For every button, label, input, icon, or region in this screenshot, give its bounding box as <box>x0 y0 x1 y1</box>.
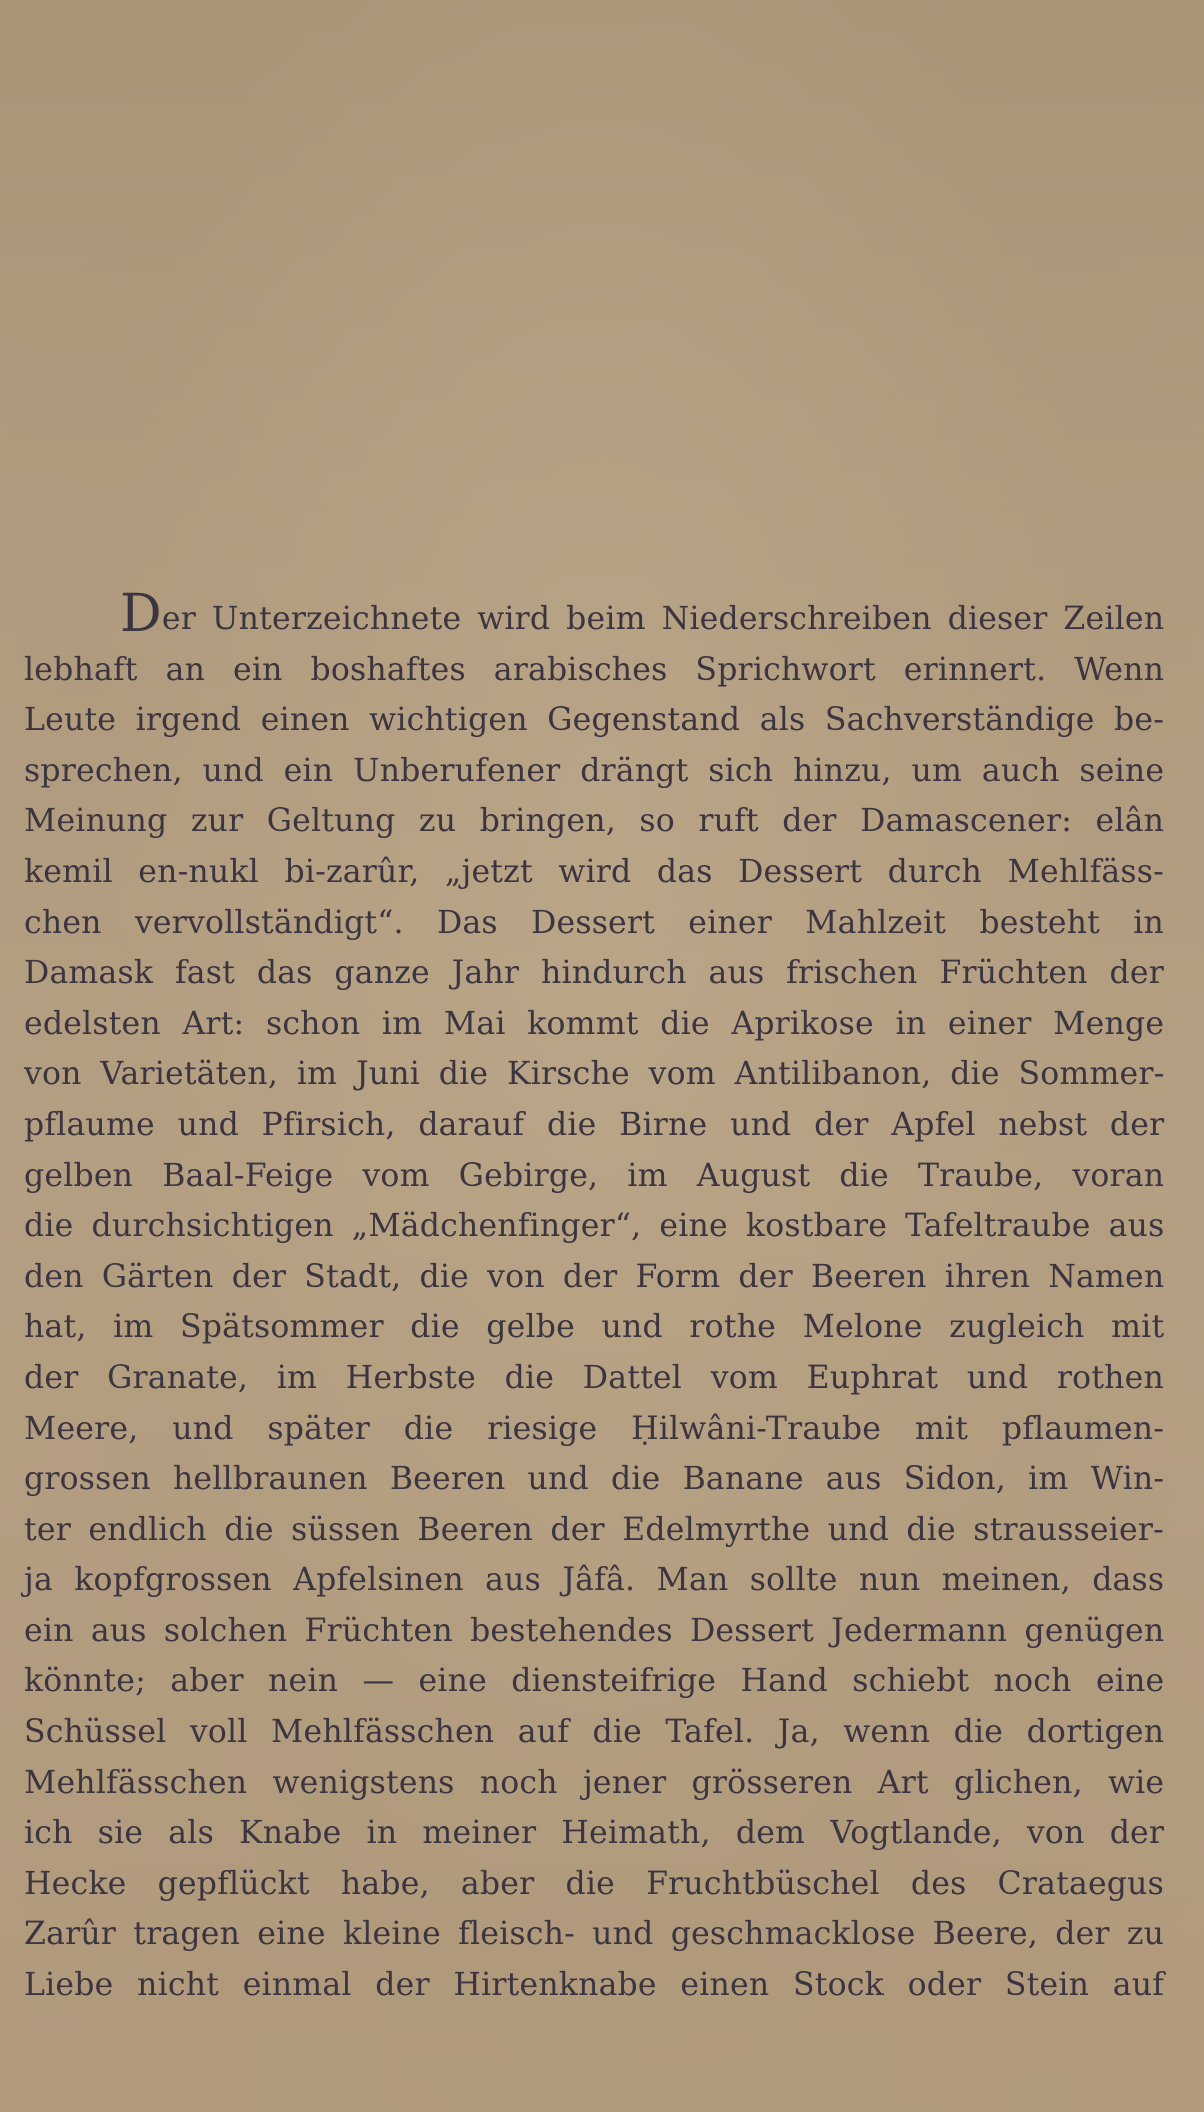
text-line: edelsten Art: schon im Mai kommt die Aprikose in einer Menge <box>24 1005 1165 1042</box>
text-line: hat, im Spätsommer die gelbe und rothe Melone zugleich mit <box>24 1309 1165 1346</box>
text-line: könnte; aber nein — eine diensteifrige Hand schiebt noch eine <box>24 1663 1165 1700</box>
text-line: den Gärten der Stadt, die von der Form der Beeren ihren Namen <box>24 1258 1165 1295</box>
text-line: gelben Baal-Feige vom Gebirge, im August die Traube, voran <box>24 1157 1165 1194</box>
text-line: grossen hellbraunen Beeren und die Banane aus Sidon, im Win- <box>24 1461 1165 1498</box>
text-line: pflaume und Pfirsich, darauf die Birne und der Apfel nebst der <box>24 1106 1165 1143</box>
text-line: von Varietäten, im Juni die Kirsche vom Antilibanon, die Sommer- <box>24 1056 1165 1093</box>
text-line: Damask fast das ganze Jahr hindurch aus frischen Früchten der <box>24 955 1164 992</box>
text-line: lebhaft an ein boshaftes arabisches Sprichwort erinnert. Wenn <box>24 651 1165 688</box>
drop-cap: D <box>120 584 162 644</box>
text-line: der Granate, im Herbste die Dattel vom Euphrat und rothen <box>24 1359 1164 1396</box>
body-text <box>24 584 1165 2011</box>
text-line: ich sie als Knabe in meiner Heimath, dem Vogtlande, von der <box>24 1815 1165 1852</box>
text-line: ein aus solchen Früchten bestehendes Dessert Jedermann genügen <box>24 1612 1165 1649</box>
text-line: ter endlich die süssen Beeren der Edelmyrthe und die strausseier- <box>24 1511 1164 1548</box>
text-line: die durchsichtigen „Mädchenfinger“, eine kostbare Tafeltraube aus <box>24 1208 1165 1245</box>
first-line-text: er Unterzeichnete wird beim Niederschreiben dieser Zeilen <box>161 601 1165 637</box>
text-line: Liebe nicht einmal der Hirtenknabe einen Stock oder Stein auf <box>24 1967 1165 2004</box>
text-line: ja kopfgrossen Apfelsinen aus Jâfâ. Man sollte nun meinen, dass <box>24 1562 1165 1599</box>
text-line: Schüssel voll Mehlfässchen auf die Tafel. Ja, wenn die dortigen <box>24 1714 1165 1751</box>
text-line-1 <box>24 584 1165 645</box>
text-line: kemil en-nukl bi-zarûr, „jetzt wird das Dessert durch Mehlfäss- <box>24 853 1164 890</box>
text-line: sprechen, und ein Unberufener drängt sich hinzu, um auch seine <box>24 752 1165 789</box>
text-line: Zarûr tragen eine kleine fleisch- und geschmacklose Beere, der zu <box>24 1916 1165 1953</box>
text-line: Hecke gepflückt habe, aber die Fruchtbüschel des Crataegus <box>24 1865 1164 1902</box>
text-line: Meinung zur Geltung zu bringen, so ruft der Damascener: elân <box>24 803 1165 840</box>
text-line: Mehlfässchen wenigstens noch jener grösseren Art glichen, wie <box>24 1764 1165 1801</box>
text-line: Leute irgend einen wichtigen Gegenstand als Sachverständige be- <box>24 702 1165 739</box>
text-line: Meere, und später die riesige Ḥilwâni-Traube mit pflaumen- <box>24 1410 1165 1447</box>
text-line: chen vervollständigt“. Das Dessert einer Mahlzeit besteht in <box>24 904 1164 941</box>
